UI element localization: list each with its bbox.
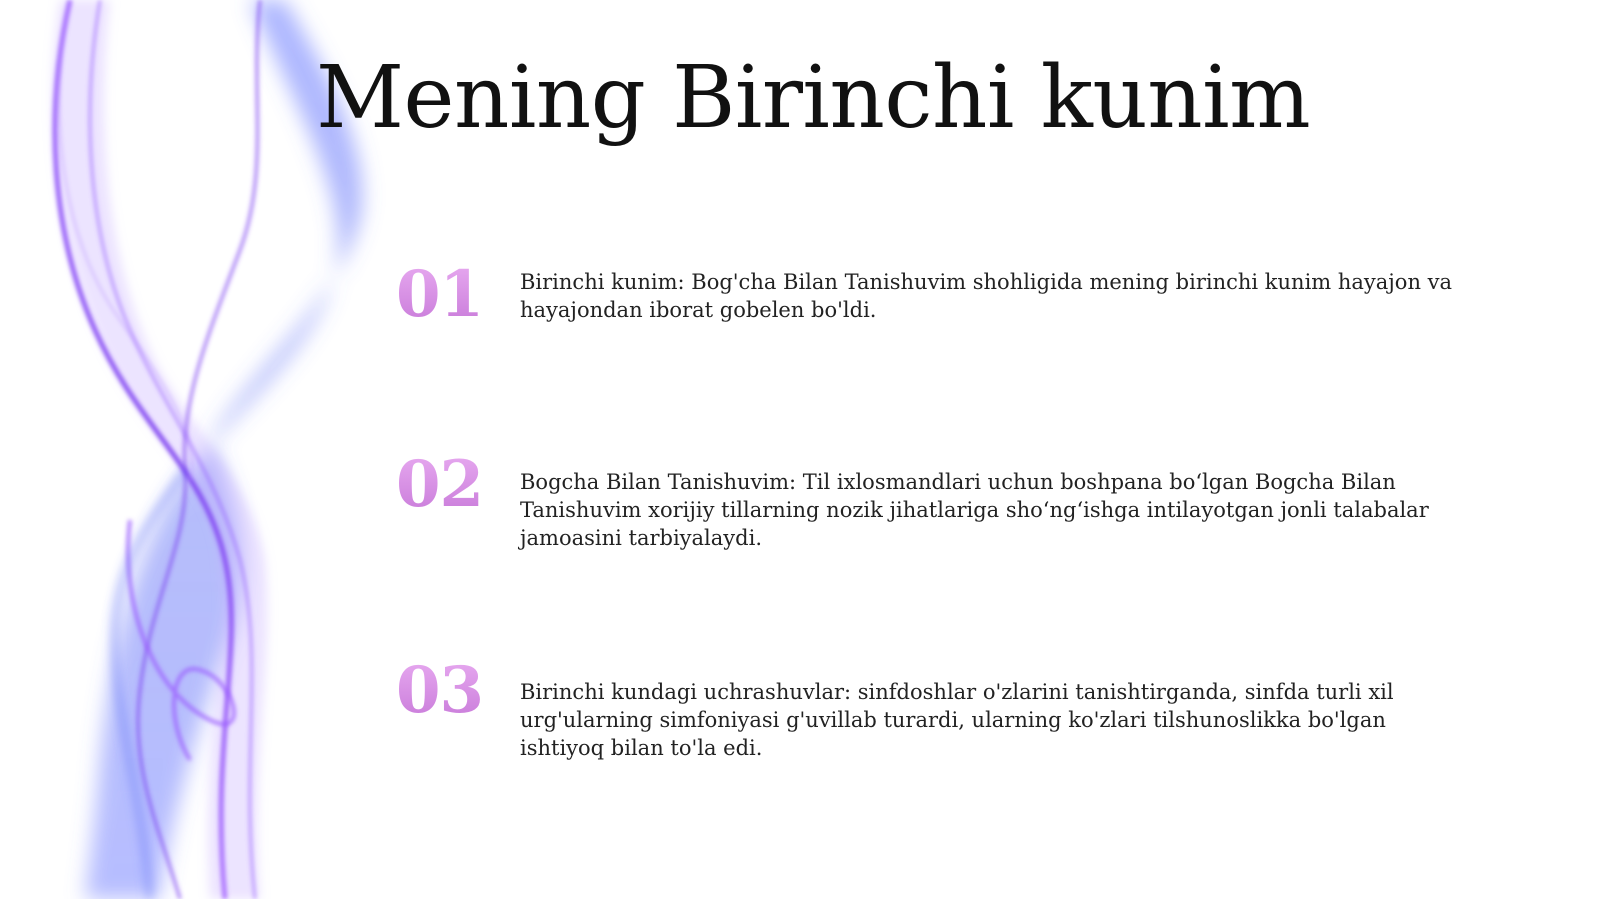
item-number: 02 — [396, 447, 484, 522]
item-number: 01 — [396, 257, 484, 332]
page-title: Mening Birinchi kunim — [316, 48, 1311, 148]
item-text: Bogcha Bilan Tanishuvim: Til ixlosmandlari uchun boshpana bo‘lgan Bogcha Bilan Tanishuvim xorijiy tillarning nozik jihatlariga sho‘ng‘ishga intilayotgan jonli talabalar jamoasini tarbiyalaydi. — [520, 470, 1429, 550]
item-text: Birinchi kunim: Bog'cha Bilan Tanishuvim shohligida mening birinchi kunim hayajon va hayajondan iborat gobelen bo'ldi. — [520, 270, 1453, 322]
item-text: Birinchi kundagi uchrashuvlar: sinfdoshlar o'zlarini tanishtirganda, sinfda turli xil urg'ularning simfoniyasi g'uvillab turardi, ularning ko'zlari tilshunoslikka bo'lgan ishtiyoq bilan to'la edi. — [520, 680, 1394, 760]
item-number: 03 — [396, 653, 484, 728]
